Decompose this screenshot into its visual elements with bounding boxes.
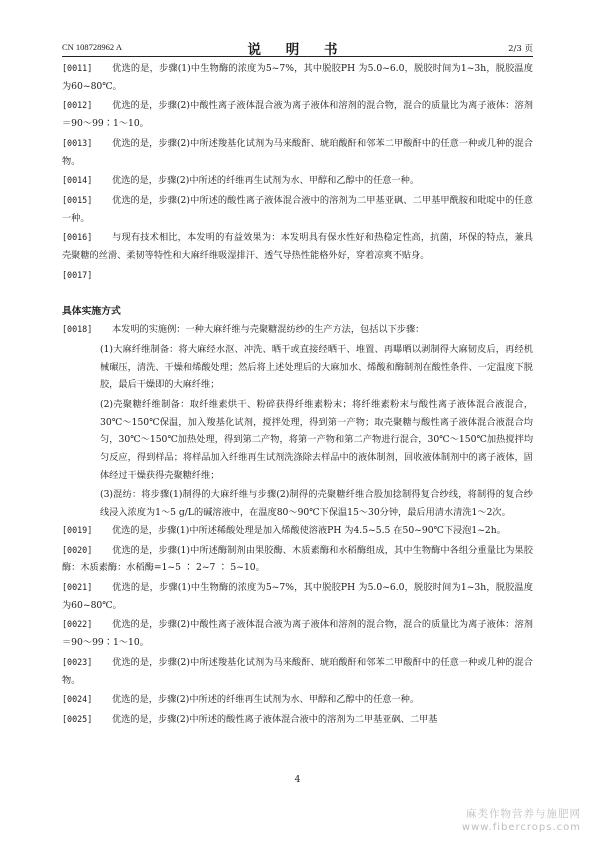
page-header	[62, 40, 533, 56]
paragraph	[62, 267, 533, 285]
paragraph-number: [0019]	[62, 524, 93, 535]
paragraph	[62, 542, 533, 577]
paragraph	[62, 691, 533, 709]
paragraph-number: [0023]	[62, 656, 93, 667]
paragraph	[62, 616, 533, 651]
paragraph-text: 优选的是，步骤(1)中所述稀酸处理是加入烯酸使溶液PH 为4.5~5.5 在50~90℃下浸泡1~2h。	[112, 524, 506, 536]
paragraph	[62, 135, 533, 170]
document-title: 说 明 书	[247, 42, 348, 58]
paragraph-text: 优选的是，步骤(2)中酸性离子液体混合液为离子液体和溶剂的混合物，混合的质量比为离子液体：溶剂＝90～99∶1～10。	[62, 619, 533, 649]
paragraph-text: 本发明的实施例：一种大麻纤维与壳聚糖混纺纱的生产方法，包括以下步骤：	[112, 324, 425, 336]
paragraph	[62, 711, 533, 729]
paragraph	[62, 172, 533, 190]
paragraph-number: [0015]	[62, 194, 93, 205]
step-2: (2)壳聚糖纤维制备：取纤维素烘干、粉碎获得纤维素粉末；将纤维素粉末与酸性离子液体混合液混合，30℃～150℃保温，加入羧基化试剂，搅拌处理，得到第一产物；取壳聚糖与酸性离子液体混合液混合均匀，30℃～150℃加热处理，得到第二产物，将第一产物和第二产物进行混合，30℃～150℃加热搅拌均匀反应，得到样品；将样品加入纤维再生试剂洗涤除去样品中的液体制剂，回收液体制剂中的离子液体，固体经过干燥获得壳聚糖纤维；	[100, 398, 533, 481]
paragraph-0018	[62, 321, 533, 339]
section-title: 具体实施方式	[62, 306, 121, 318]
paragraph-number: [0025]	[62, 713, 93, 724]
paragraph-number: [0018]	[62, 324, 93, 335]
paragraph-text: 优选的是，步骤(2)中所述的纤维再生试剂为水、甲醇和乙醇中的任意一种。	[112, 175, 420, 187]
paragraph	[62, 192, 533, 227]
paragraph-text: 优选的是，步骤(2)中所述羧基化试剂为马来酸酐、琥珀酸酐和邻苯二甲酸酐中的任意一种或几种的混合物。	[62, 137, 533, 167]
paragraph-group-top	[62, 60, 533, 286]
paragraph	[62, 229, 533, 264]
watermark-url: www.fibercrops.com	[461, 822, 581, 833]
paragraph-number: [0017]	[62, 269, 93, 280]
paragraph	[62, 522, 533, 540]
paragraph-number: [0012]	[62, 100, 93, 111]
paragraph	[62, 97, 533, 132]
paragraph-number: [0013]	[62, 137, 93, 148]
paragraph-text: 优选的是，步骤(1)中所述酶制剂由果胶酶、木质素酶和水稻酶组成，其中生物酶中各组分重量比为果胶酶：木质素酶：水稻酶=1~5 ∶ 2~7 ∶ 5~10。	[62, 544, 533, 574]
document-number: CN 108728962 A	[62, 42, 122, 52]
paragraph-text: 与现有技术相比，本发明的有益效果为：本发明具有保水性好和热稳定性高，抗菌，环保的特点，兼具壳聚糖的丝滑、柔韧等特性和大麻纤维吸湿排汗、透气导热性能格外好，穿着凉爽不贴身。	[62, 232, 533, 262]
paragraph-number: [0022]	[62, 619, 93, 630]
paragraph-text: 优选的是，步骤(2)中所述的酸性离子液体混合液中的溶剂为二甲基亚砜、二甲基甲酰胺和吡啶中的任意一种。	[62, 194, 533, 224]
paragraph	[62, 60, 533, 95]
paragraph-number: [0021]	[62, 581, 93, 592]
paragraph-text: 优选的是，步骤(2)中酸性离子液体混合液为离子液体和溶剂的混合物，混合的质量比为离子液体：溶剂＝90～99∶1～10。	[62, 100, 533, 130]
step-1: (1)大麻纤维制备：将大麻经水沤、冲洗、晒干或直接经晒干、堆置、再曝晒以剥制得大麻韧皮后，再经机械碾压，清洗、干燥和烯酸处理；然后将上述处理后的大麻加水、烯酸和酶制剂在酸性条件、一定温度下脱胶，最后干燥即的大麻纤维；	[100, 343, 533, 391]
paragraph-group-bottom	[62, 522, 533, 731]
paragraph-text: 优选的是，步骤(1)中生物酶的浓度为5~7%，其中脱胶PH 为5.0~6.0，脱胶时间为1~3h，脱胶温度为60~80℃。	[62, 63, 533, 92]
paragraph-number: [0024]	[62, 694, 93, 705]
step-3: (3)混纺：将步骤(1)制得的大麻纤维与步骤(2)制得的壳聚糖纤维合股加捻制得复合纱线，将制得的复合纱线浸入浓度为1～5 g/L的碱溶液中，在温度80～90℃下保温15～30分钟，最后用清水清洗1～2次。	[100, 489, 533, 519]
paragraph-text: 优选的是，步骤(2)中所述羧基化试剂为马来酸酐、琥珀酸酐和邻苯二甲酸酐中的任意一种或几种的混合物。	[62, 656, 533, 686]
paragraph-number: [0020]	[62, 544, 93, 555]
paragraph	[62, 654, 533, 689]
page-indicator: 2/3 页	[508, 44, 533, 54]
header-divider	[62, 56, 533, 57]
document-body	[62, 60, 533, 731]
paragraph-text: 优选的是，步骤(1)中生物酶的浓度为5~7%，其中脱胶PH 为5.0~6.0，脱胶时间为1~3h，脱胶温度为60~80℃。	[62, 581, 533, 611]
paragraph-text: 优选的是，步骤(2)中所述的酸性离子液体混合液中的溶剂为二甲基亚砜、二甲基	[112, 713, 438, 725]
paragraph-text: 优选的是，步骤(2)中所述的纤维再生试剂为水、甲醇和乙醇中的任意一种。	[112, 694, 420, 706]
paragraph-number: [0016]	[62, 232, 93, 243]
page-number: 4	[294, 775, 301, 785]
watermark	[431, 808, 581, 834]
paragraph-number: [0011]	[62, 63, 93, 73]
paragraph	[62, 579, 533, 614]
watermark-title: 麻类作物营养与施肥网	[466, 808, 581, 820]
paragraph-number: [0014]	[62, 175, 93, 186]
